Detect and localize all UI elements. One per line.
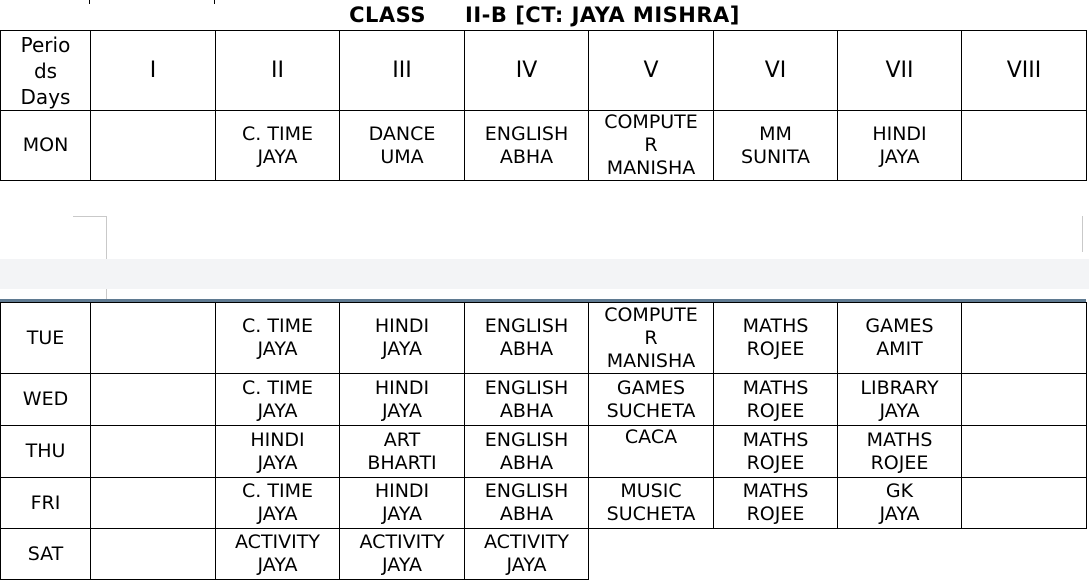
period-cell [91,529,216,580]
cell-line: MATHS [742,428,809,451]
cell-line: GK [885,480,914,502]
period-header: V [589,31,714,111]
page-gap-band [0,259,1089,289]
cell-line: ROJEE [746,503,805,525]
cell-line: MANISHA [606,157,696,179]
period-cell [465,478,589,529]
day-cell: THU [1,426,91,478]
period-cell [714,374,838,426]
period-cell [340,478,465,529]
period-cell [589,426,714,478]
table-row [1,374,1087,426]
period-cell [589,111,714,181]
period-cell [465,374,589,426]
cell-line: C. TIME [242,376,313,399]
period-cell [714,111,838,181]
period-cell [589,478,714,529]
period-cell [340,529,465,580]
period-cell [91,478,216,529]
cell-line: HINDI [374,480,430,502]
cell-line: ROJEE [746,451,805,474]
cell-line: HINDI [374,315,430,337]
day-cell: MON [1,111,91,181]
cell-line: HINDI [374,376,430,399]
period-header: III [340,31,465,111]
period-cell [838,374,962,426]
cell-line: ACTIVITY [359,531,445,553]
cell-line: ENGLISH [484,122,569,145]
cell-line: MATHS [742,315,809,337]
corner-line: Days [20,84,71,109]
period-cell [91,426,216,478]
header-row [1,31,1087,111]
cell-line: MATHS [742,376,809,399]
cell-line: HINDI [872,122,927,145]
period-cell [216,111,340,181]
cell-line: MM [759,122,792,145]
cell-line: JAYA [382,399,422,422]
period-cell [714,478,838,529]
period-cell [838,303,962,374]
cell-line: ABHA [499,338,554,360]
table-row [1,478,1087,529]
cell-line: HINDI [250,428,305,451]
cell-line: ABHA [499,503,554,525]
page-break [0,181,1089,302]
cell-line: C. TIME [242,122,313,145]
period-cell [962,111,1087,181]
cell-line: ABHA [499,145,554,168]
class-title: CLASS II-B [CT: JAYA MISHRA] [349,3,740,27]
period-cell [589,303,714,374]
table-row [1,426,1087,478]
period-cell [91,303,216,374]
cell-line: JAYA [382,338,422,360]
table-row [1,303,1087,374]
period-cell [216,303,340,374]
cell-line: MATHS [866,428,933,451]
timetable-top [0,30,1087,181]
cell-line: JAYA [382,503,422,525]
cell-line: SUNITA [741,145,810,168]
period-cell [838,111,962,181]
cell-line: ENGLISH [484,376,569,399]
period-cell [962,478,1087,529]
timetable-bottom [0,302,1087,580]
period-cell [838,426,962,478]
corner-line: ds [33,58,58,83]
period-header: IV [465,31,589,111]
period-cell [91,111,216,181]
cell-line: JAYA [879,399,920,422]
period-cell [838,478,962,529]
cell-line: JAYA [257,554,298,576]
crop-mark [73,216,107,217]
table-row [1,529,1087,580]
cell-line: ENGLISH [484,315,569,337]
corner-line: Perio [20,32,71,57]
cell-line: GAMES [616,376,686,399]
period-cell [465,111,589,181]
period-cell [216,478,340,529]
cell-line: GAMES [865,315,934,337]
cell-line: R [644,326,658,349]
period-cell [465,529,589,580]
cell-line: R [644,134,658,156]
cell-line: COMPUTE [604,111,698,133]
table-row [1,111,1087,181]
cell-line: MUSIC [620,480,682,502]
day-cell: TUE [1,303,91,374]
cell-line: ROJEE [746,338,805,360]
cell-line: UMA [380,145,424,168]
period-cell [962,303,1087,374]
period-header: II [216,31,340,111]
period-header: VIII [962,31,1087,111]
period-cell [465,426,589,478]
crop-mark [1082,216,1083,252]
period-cell [714,303,838,374]
cell-line: JAYA [382,554,422,576]
cell-line: SUCHETA [606,399,696,422]
cell-line: JAYA [257,503,298,525]
day-cell: SAT [1,529,91,580]
period-cell [340,111,465,181]
cell-line: ENGLISH [484,480,569,502]
period-header: VI [714,31,838,111]
period-cell [340,374,465,426]
period-cell [216,426,340,478]
cell-line: ACTIVITY [484,531,569,553]
cell-line: C. TIME [242,480,313,502]
cell-line: COMPUTE [604,303,698,326]
period-header: VII [838,31,962,111]
cell-line: MATHS [742,480,809,502]
period-cell [962,374,1087,426]
period-header: I [91,31,216,111]
corner-header [1,31,91,111]
period-cell [216,529,340,580]
cell-line: ACTIVITY [235,531,320,553]
period-cell [216,374,340,426]
period-cell [465,303,589,374]
cell-line: AMIT [876,338,923,360]
cell-line: JAYA [257,338,298,360]
period-cell [340,303,465,374]
cell-line: LIBRARY [860,376,939,399]
period-cell [589,374,714,426]
period-cell [340,426,465,478]
cell-line: JAYA [257,399,298,422]
day-cell: WED [1,374,91,426]
cell-line: JAYA [257,451,298,474]
period-cell [714,426,838,478]
cell-line: JAYA [879,503,920,525]
cell-line: ROJEE [870,451,929,474]
cell-line: MANISHA [606,349,696,372]
cell-line: ABHA [499,451,554,474]
cell-line: JAYA [879,145,920,168]
cell-line: SUCHETA [606,503,696,525]
cell-line: JAYA [506,554,547,576]
empty-area [589,529,1087,580]
cell-line: CACA [624,426,678,448]
title-row [0,0,1089,31]
period-cell [91,374,216,426]
cell-line: JAYA [257,145,298,168]
cell-line: DANCE [368,122,436,145]
cell-line: ROJEE [746,399,805,422]
period-cell [962,426,1087,478]
cell-line: ABHA [499,399,554,422]
day-cell: FRI [1,478,91,529]
cell-line: BHARTI [367,451,437,474]
cell-line: C. TIME [242,315,313,337]
cell-line: ART [383,428,421,451]
cell-line: ENGLISH [484,428,569,451]
